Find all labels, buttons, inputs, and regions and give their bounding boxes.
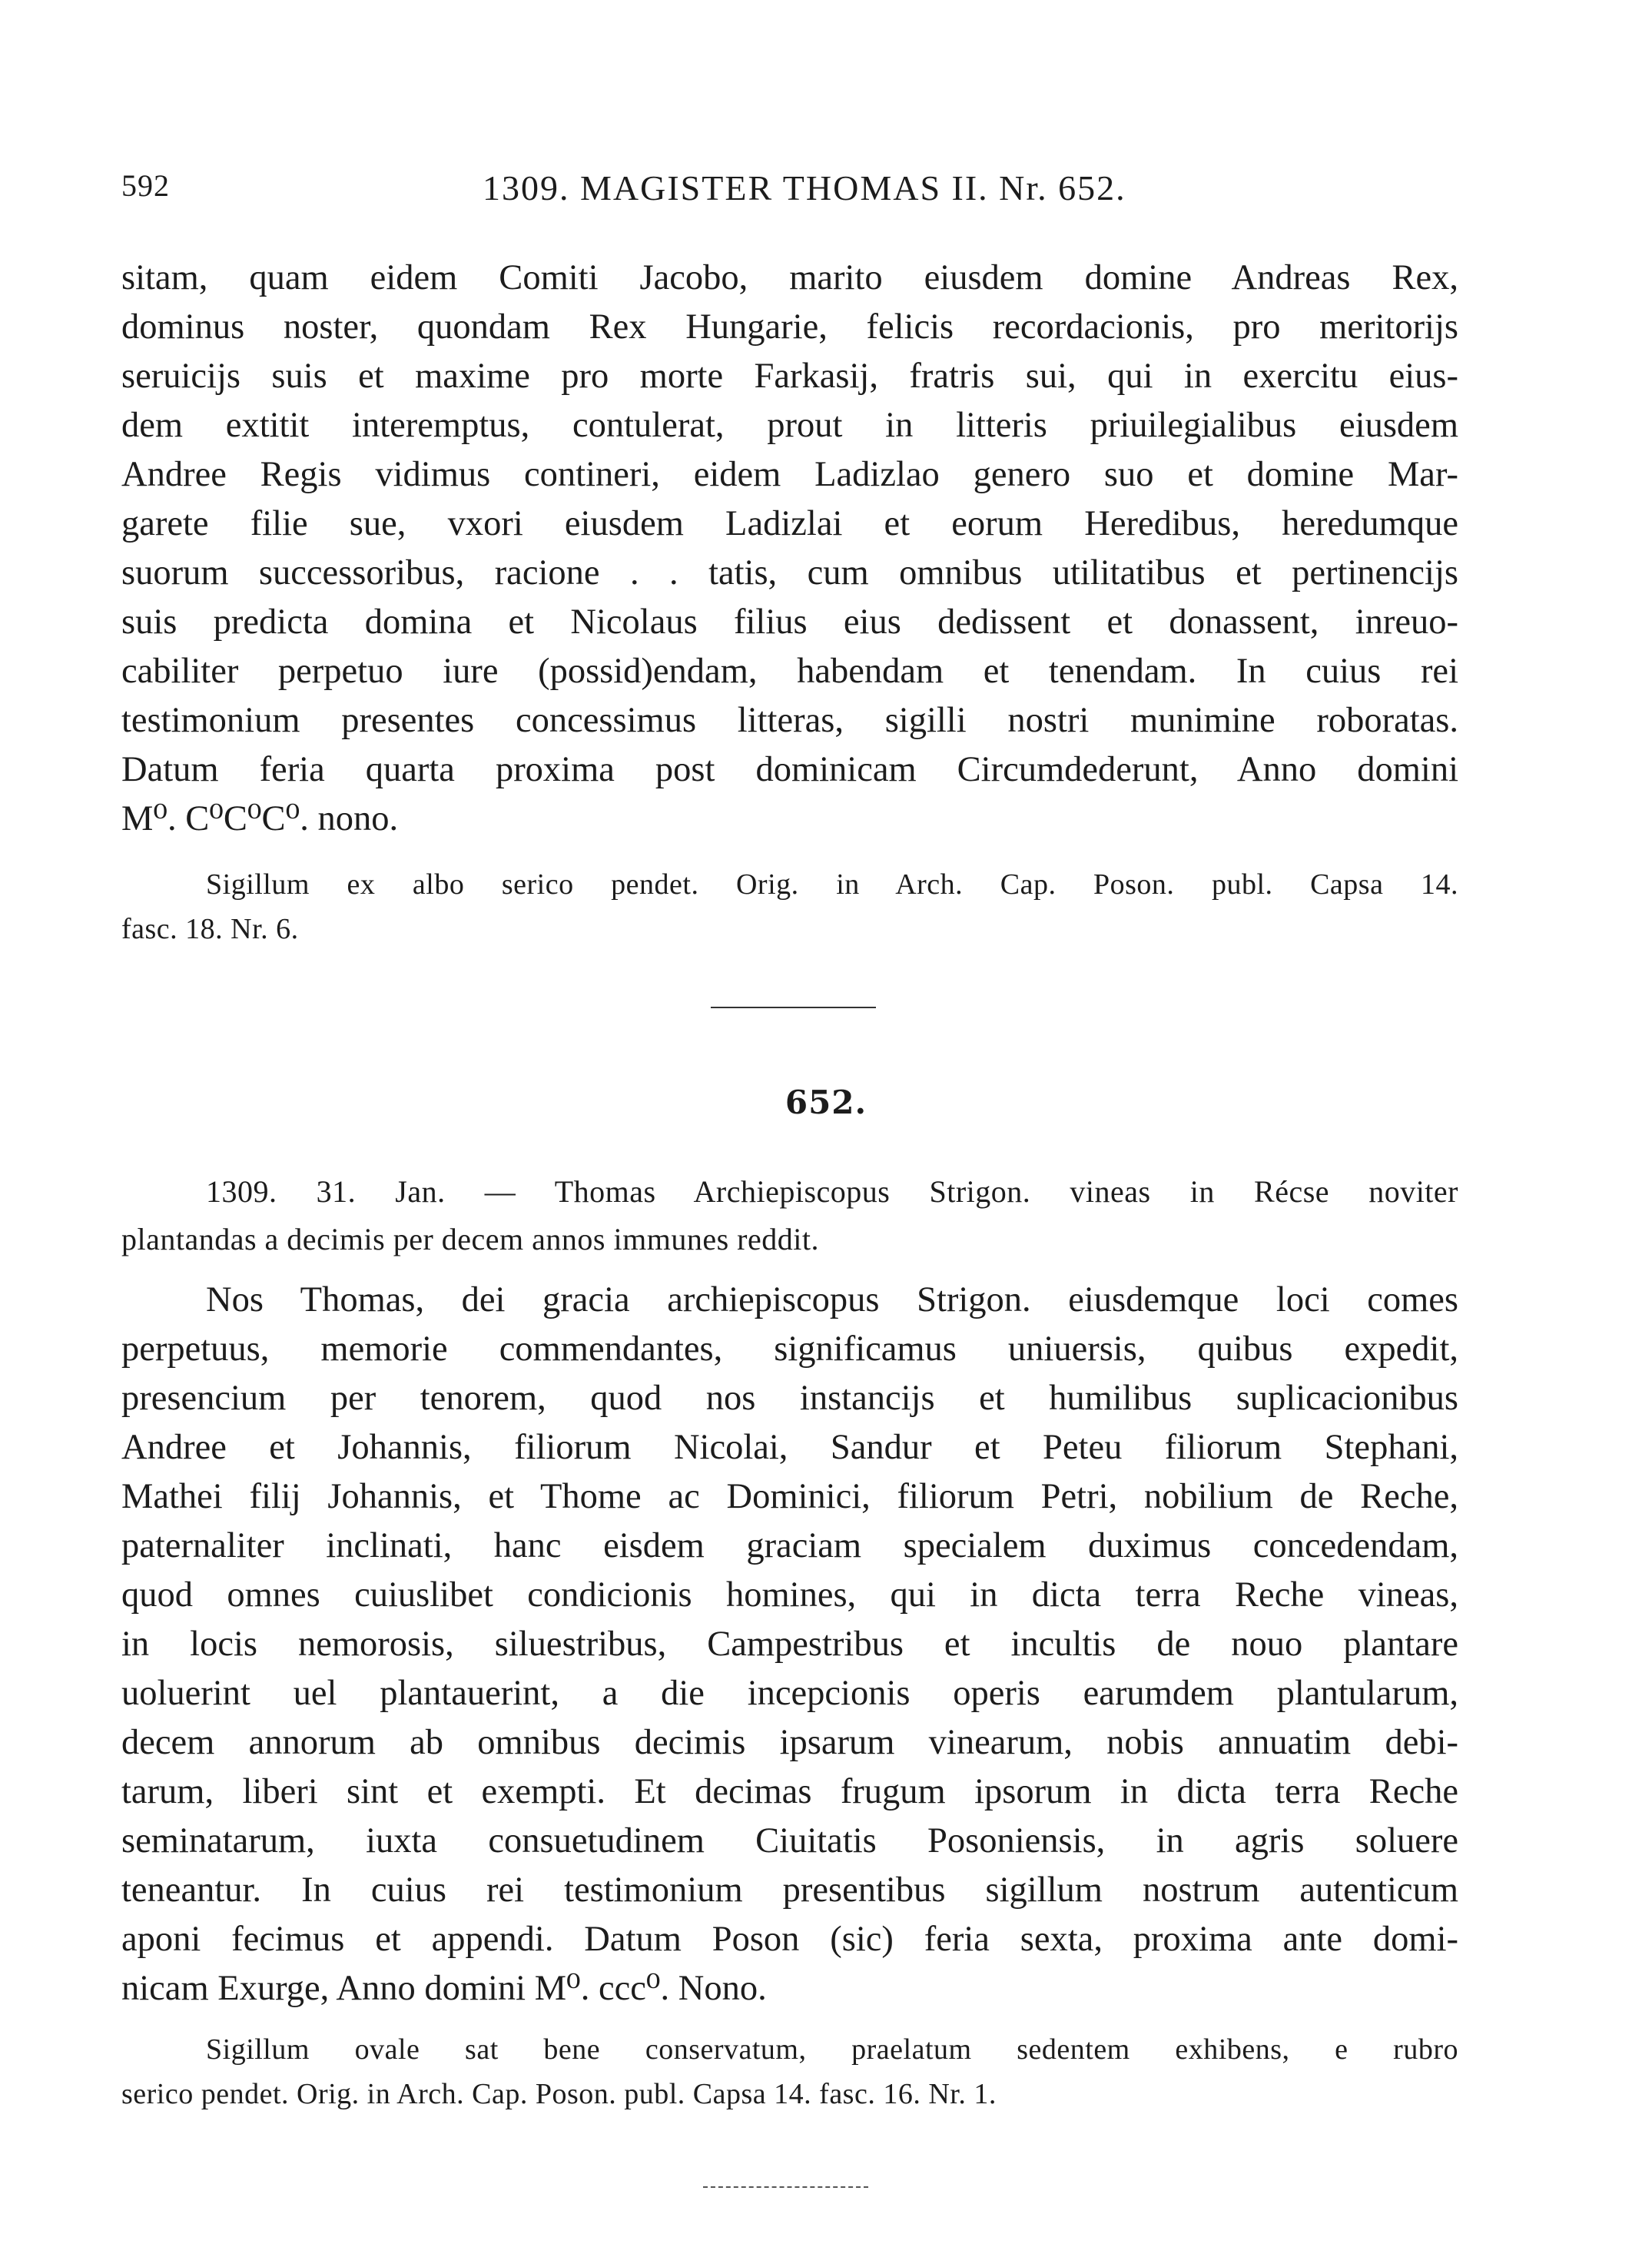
text-line: suorum successoribus, racione . . tatis, cum omnibus utilitatibus et pertinencijs xyxy=(121,553,1458,592)
text-line: decem annorum ab omnibus decimis ipsarum vinearum, nobis annuatim debi- xyxy=(121,1723,1458,1762)
text-line: seruicijs suis et maxime pro morte Farkasij, fratris sui, qui in exercitu eius- xyxy=(121,357,1458,396)
summary-line: plantandas a decimis per decem annos immunes reddit. xyxy=(121,1222,819,1256)
text-line: suis predicta domina et Nicolaus filius eius dedissent et donassent, inreuo- xyxy=(121,602,1458,642)
document-number: 652. xyxy=(785,1084,867,1121)
note-line: Sigillum ex albo serico pendet. Orig. in Arch. Cap. Poson. publ. Capsa 14. xyxy=(206,868,1458,901)
text-line: M⁰. C⁰C⁰C⁰. nono. xyxy=(121,799,399,838)
prev-document-note xyxy=(121,862,1458,951)
text-line: sitam, quam eidem Comiti Jacobo, marito eiusdem domine Andreas Rex, xyxy=(121,258,1458,297)
text-line: Datum feria quarta proxima post dominicam Circumdederunt, Anno domini xyxy=(121,750,1458,789)
text-line: aponi fecimus et appendi. Datum Poson (sic) feria sexta, proxima ante domi- xyxy=(121,1920,1458,1959)
note-line: serico pendet. Orig. in Arch. Cap. Poson. publ. Capsa 14. fasc. 16. Nr. 1. xyxy=(121,2078,997,2110)
text-line: tarum, liberi sint et exempti. Et decimas frugum ipsorum in dicta terra Reche xyxy=(121,1772,1458,1811)
text-line: paternaliter inclinati, hanc eisdem graciam specialem duximus concedendam, xyxy=(121,1526,1458,1565)
text-line: dem extitit interemptus, contulerat, prout in litteris priuilegialibus eiusdem xyxy=(121,406,1458,445)
text-line: nicam Exurge, Anno domini M⁰. ccc⁰. Nono. xyxy=(121,1969,767,2008)
text-line: uoluerint uel plantauerint, a die incepcionis operis earumdem plantularum, xyxy=(121,1674,1458,1713)
note-line: fasc. 18. Nr. 6. xyxy=(121,913,299,945)
text-line: Andree Regis vidimus contineri, eidem Ladizlao genero suo et domine Mar- xyxy=(121,455,1458,494)
running-head xyxy=(121,168,1458,214)
text-line: perpetuus, memorie commendantes, significamus uniuersis, quibus expedit, xyxy=(121,1329,1458,1369)
text-line: Mathei filij Johannis, et Thome ac Dominici, filiorum Petri, nobilium de Reche, xyxy=(121,1477,1458,1516)
document-body xyxy=(121,1276,1458,2013)
header-title: 1309. MAGISTER THOMAS II. Nr. 652. xyxy=(483,168,1126,207)
prev-document-text xyxy=(121,254,1458,844)
text-line: dominus noster, quondam Rex Hungarie, felicis recordacionis, pro meritorijs xyxy=(121,307,1458,347)
text-line: cabiliter perpetuo iure (possid)endam, habendam et tenendam. In cuius rei xyxy=(121,652,1458,691)
text-line: Nos Thomas, dei gracia archiepiscopus Strigon. eiusdemque loci comes xyxy=(206,1280,1458,1319)
summary-line: 1309. 31. Jan. — Thomas Archiepiscopus Strigon. vineas in Récse noviter xyxy=(206,1174,1458,1209)
page-number: 592 xyxy=(121,168,170,203)
end-divider xyxy=(703,2186,868,2188)
text-line: garete filie sue, vxori eiusdem Ladizlai et eorum Heredibus, heredumque xyxy=(121,504,1458,543)
document-note xyxy=(121,2027,1458,2116)
note-line: Sigillum ovale sat bene conservatum, praelatum sedentem exhibens, e rubro xyxy=(206,2033,1458,2066)
section-divider xyxy=(711,1007,876,1008)
document-summary xyxy=(121,1168,1458,1263)
text-line: in locis nemorosis, siluestribus, Campestribus et incultis de nouo plantare xyxy=(121,1625,1458,1664)
text-line: teneantur. In cuius rei testimonium presentibus sigillum nostrum autenticum xyxy=(121,1870,1458,1910)
text-line: quod omnes cuiuslibet condicionis homines, qui in dicta terra Reche vineas, xyxy=(121,1575,1458,1615)
text-line: Andree et Johannis, filiorum Nicolai, Sandur et Peteu filiorum Stephani, xyxy=(121,1428,1458,1467)
text-line: seminatarum, iuxta consuetudinem Ciuitatis Posoniensis, in agris soluere xyxy=(121,1821,1458,1860)
text-line: presencium per tenorem, quod nos instancijs et humilibus suplicacionibus xyxy=(121,1379,1458,1418)
text-line: testimonium presentes concessimus litteras, sigilli nostri munimine roboratas. xyxy=(121,701,1458,740)
